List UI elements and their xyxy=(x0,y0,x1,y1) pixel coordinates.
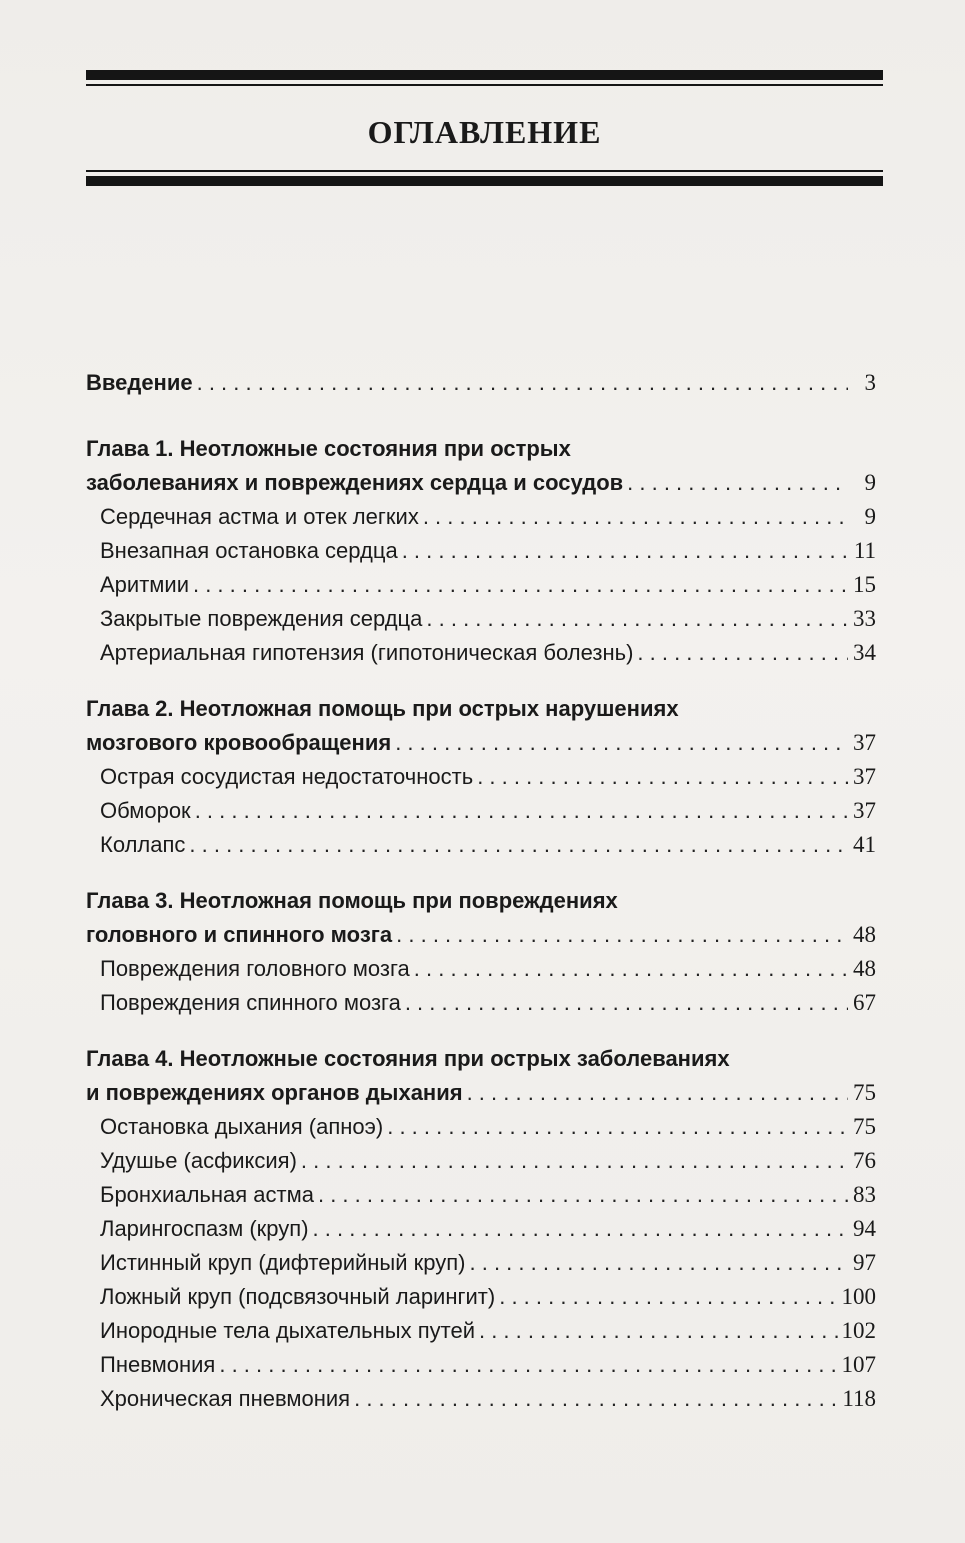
dot-leader xyxy=(189,828,848,862)
toc-entry[interactable] xyxy=(86,828,876,862)
toc-entry-title: Истинный круп (дифтерийный круп) xyxy=(100,1250,466,1275)
spacer xyxy=(86,670,876,692)
toc-entry[interactable] xyxy=(86,636,876,670)
toc-entry[interactable] xyxy=(86,1178,876,1212)
dot-leader xyxy=(467,1076,848,1110)
toc-entry-title: Острая сосудистая недостаточность xyxy=(100,764,474,789)
toc-entry-title: Коллапс xyxy=(100,832,186,857)
dot-leader xyxy=(414,952,848,986)
dot-leader xyxy=(219,1348,837,1382)
toc-entry-page: 100 xyxy=(841,1284,876,1309)
toc-entry-title: Ложный круп (подсвязочный ларингит) xyxy=(100,1284,496,1309)
dot-leader xyxy=(423,500,848,534)
toc-entry-title: Внезапная остановка сердца xyxy=(100,538,398,563)
chapter-title-line1[interactable]: Глава 1. Неотложные состояния при острых xyxy=(86,436,571,461)
chapter-title-row[interactable] xyxy=(86,1076,876,1110)
header-rule-bottom xyxy=(86,170,883,186)
toc-entry-page: 15 xyxy=(853,572,876,597)
toc-entry-title: Хроническая пневмония xyxy=(100,1386,351,1411)
table-of-contents xyxy=(86,366,876,1416)
chapter-title-line2: заболеваниях и повреждениях сердца и сосудов xyxy=(86,470,624,495)
toc-entry-title: Артериальная гипотензия (гипотоническая болезнь) xyxy=(100,640,634,665)
toc-entry[interactable] xyxy=(86,1246,876,1280)
dot-leader xyxy=(402,534,848,568)
toc-entry-page: 107 xyxy=(841,1352,876,1377)
chapter-title-line2: головного и спинного мозга xyxy=(86,922,393,947)
toc-entry[interactable] xyxy=(86,1348,876,1382)
chapter-list xyxy=(86,400,876,1416)
toc-entry[interactable] xyxy=(86,1280,876,1314)
chapter-page: 37 xyxy=(853,730,876,755)
toc-entry-page: 11 xyxy=(853,538,876,563)
dot-leader xyxy=(426,602,848,636)
chapter-page: 9 xyxy=(864,470,876,495)
toc-entry-page: 48 xyxy=(853,956,876,981)
dot-leader xyxy=(318,1178,848,1212)
toc-entry-page: 97 xyxy=(853,1250,876,1275)
spacer xyxy=(86,862,876,884)
spacer xyxy=(86,400,876,432)
dot-leader xyxy=(499,1280,837,1314)
dot-leader xyxy=(197,366,848,400)
chapter-page: 48 xyxy=(853,922,876,947)
toc-entry[interactable] xyxy=(86,1144,876,1178)
toc-entry-page: 34 xyxy=(853,640,876,665)
dot-leader xyxy=(195,794,848,828)
toc-entry-page: 37 xyxy=(853,798,876,823)
toc-entry-title: Ларингоспазм (круп) xyxy=(100,1216,309,1241)
dot-leader xyxy=(395,726,848,760)
chapter-title-row[interactable] xyxy=(86,466,876,500)
dot-leader xyxy=(477,760,848,794)
dot-leader xyxy=(313,1212,848,1246)
toc-entry[interactable] xyxy=(86,534,876,568)
header-rule-top xyxy=(86,70,883,86)
toc-entry-title: Введение xyxy=(86,370,193,395)
toc-entry[interactable] xyxy=(86,1110,876,1144)
toc-entry-page: 102 xyxy=(841,1318,876,1343)
toc-entry[interactable] xyxy=(86,952,876,986)
toc-entry-title: Повреждения спинного мозга xyxy=(100,990,401,1015)
toc-entry-page: 41 xyxy=(853,832,876,857)
dot-leader xyxy=(479,1314,838,1348)
toc-entry-title: Пневмония xyxy=(100,1352,216,1377)
toc-entry[interactable] xyxy=(86,1314,876,1348)
toc-entry-page: 67 xyxy=(853,990,876,1015)
toc-entry[interactable] xyxy=(86,602,876,636)
toc-entry-intro[interactable] xyxy=(86,366,876,400)
toc-entry-title: Сердечная астма и отек легких xyxy=(100,504,419,529)
dot-leader xyxy=(627,466,848,500)
chapter-block xyxy=(86,1042,876,1416)
dot-leader xyxy=(405,986,848,1020)
page-title: ОГЛАВЛЕНИЕ xyxy=(367,114,602,150)
dot-leader xyxy=(301,1144,848,1178)
toc-entry-page: 9 xyxy=(864,504,876,529)
chapter-title-line2: и повреждениях органов дыхания xyxy=(86,1080,463,1105)
chapter-page: 75 xyxy=(853,1080,876,1105)
toc-entry[interactable] xyxy=(86,794,876,828)
toc-entry-title: Аритмии xyxy=(100,572,189,597)
dot-leader xyxy=(396,918,848,952)
toc-entry[interactable] xyxy=(86,568,876,602)
toc-entry-page: 33 xyxy=(853,606,876,631)
toc-entry-title: Инородные тела дыхательных путей xyxy=(100,1318,475,1343)
toc-entry[interactable] xyxy=(86,1382,876,1416)
toc-entry[interactable] xyxy=(86,986,876,1020)
dot-leader xyxy=(354,1382,838,1416)
toc-entry[interactable] xyxy=(86,760,876,794)
toc-entry-title: Закрытые повреждения сердца xyxy=(100,606,423,631)
toc-entry-page: 3 xyxy=(864,370,876,395)
chapter-block xyxy=(86,692,876,862)
toc-entry[interactable] xyxy=(86,500,876,534)
toc-entry-page: 76 xyxy=(853,1148,876,1173)
toc-entry-page: 37 xyxy=(853,764,876,789)
toc-entry-page: 83 xyxy=(853,1182,876,1207)
toc-entry-title: Бронхиальная астма xyxy=(100,1182,314,1207)
chapter-title-line1[interactable]: Глава 4. Неотложные состояния при острых заболеваниях xyxy=(86,1046,730,1071)
toc-entry-title: Повреждения головного мозга xyxy=(100,956,410,981)
dot-leader xyxy=(193,568,848,602)
dot-leader xyxy=(387,1110,848,1144)
chapter-block xyxy=(86,432,876,670)
toc-entry-page: 94 xyxy=(853,1216,876,1241)
chapter-title-line1[interactable]: Глава 2. Неотложная помощь при острых нарушениях xyxy=(86,696,679,721)
spacer xyxy=(86,1020,876,1042)
toc-entry-page: 118 xyxy=(842,1386,876,1411)
toc-entry-title: Удушье (асфиксия) xyxy=(100,1148,297,1173)
toc-entry-page: 75 xyxy=(853,1114,876,1139)
toc-entry[interactable] xyxy=(86,1212,876,1246)
chapter-title-line2: мозгового кровообращения xyxy=(86,730,392,755)
chapter-title-row[interactable] xyxy=(86,726,876,760)
toc-entry-title: Обморок xyxy=(100,798,191,823)
chapter-title-row[interactable] xyxy=(86,918,876,952)
chapter-title-line1[interactable]: Глава 3. Неотложная помощь при повреждениях xyxy=(86,888,618,913)
chapter-block xyxy=(86,884,876,1020)
dot-leader xyxy=(637,636,848,670)
toc-entry-title: Остановка дыхания (апноэ) xyxy=(100,1114,384,1139)
dot-leader xyxy=(470,1246,849,1280)
